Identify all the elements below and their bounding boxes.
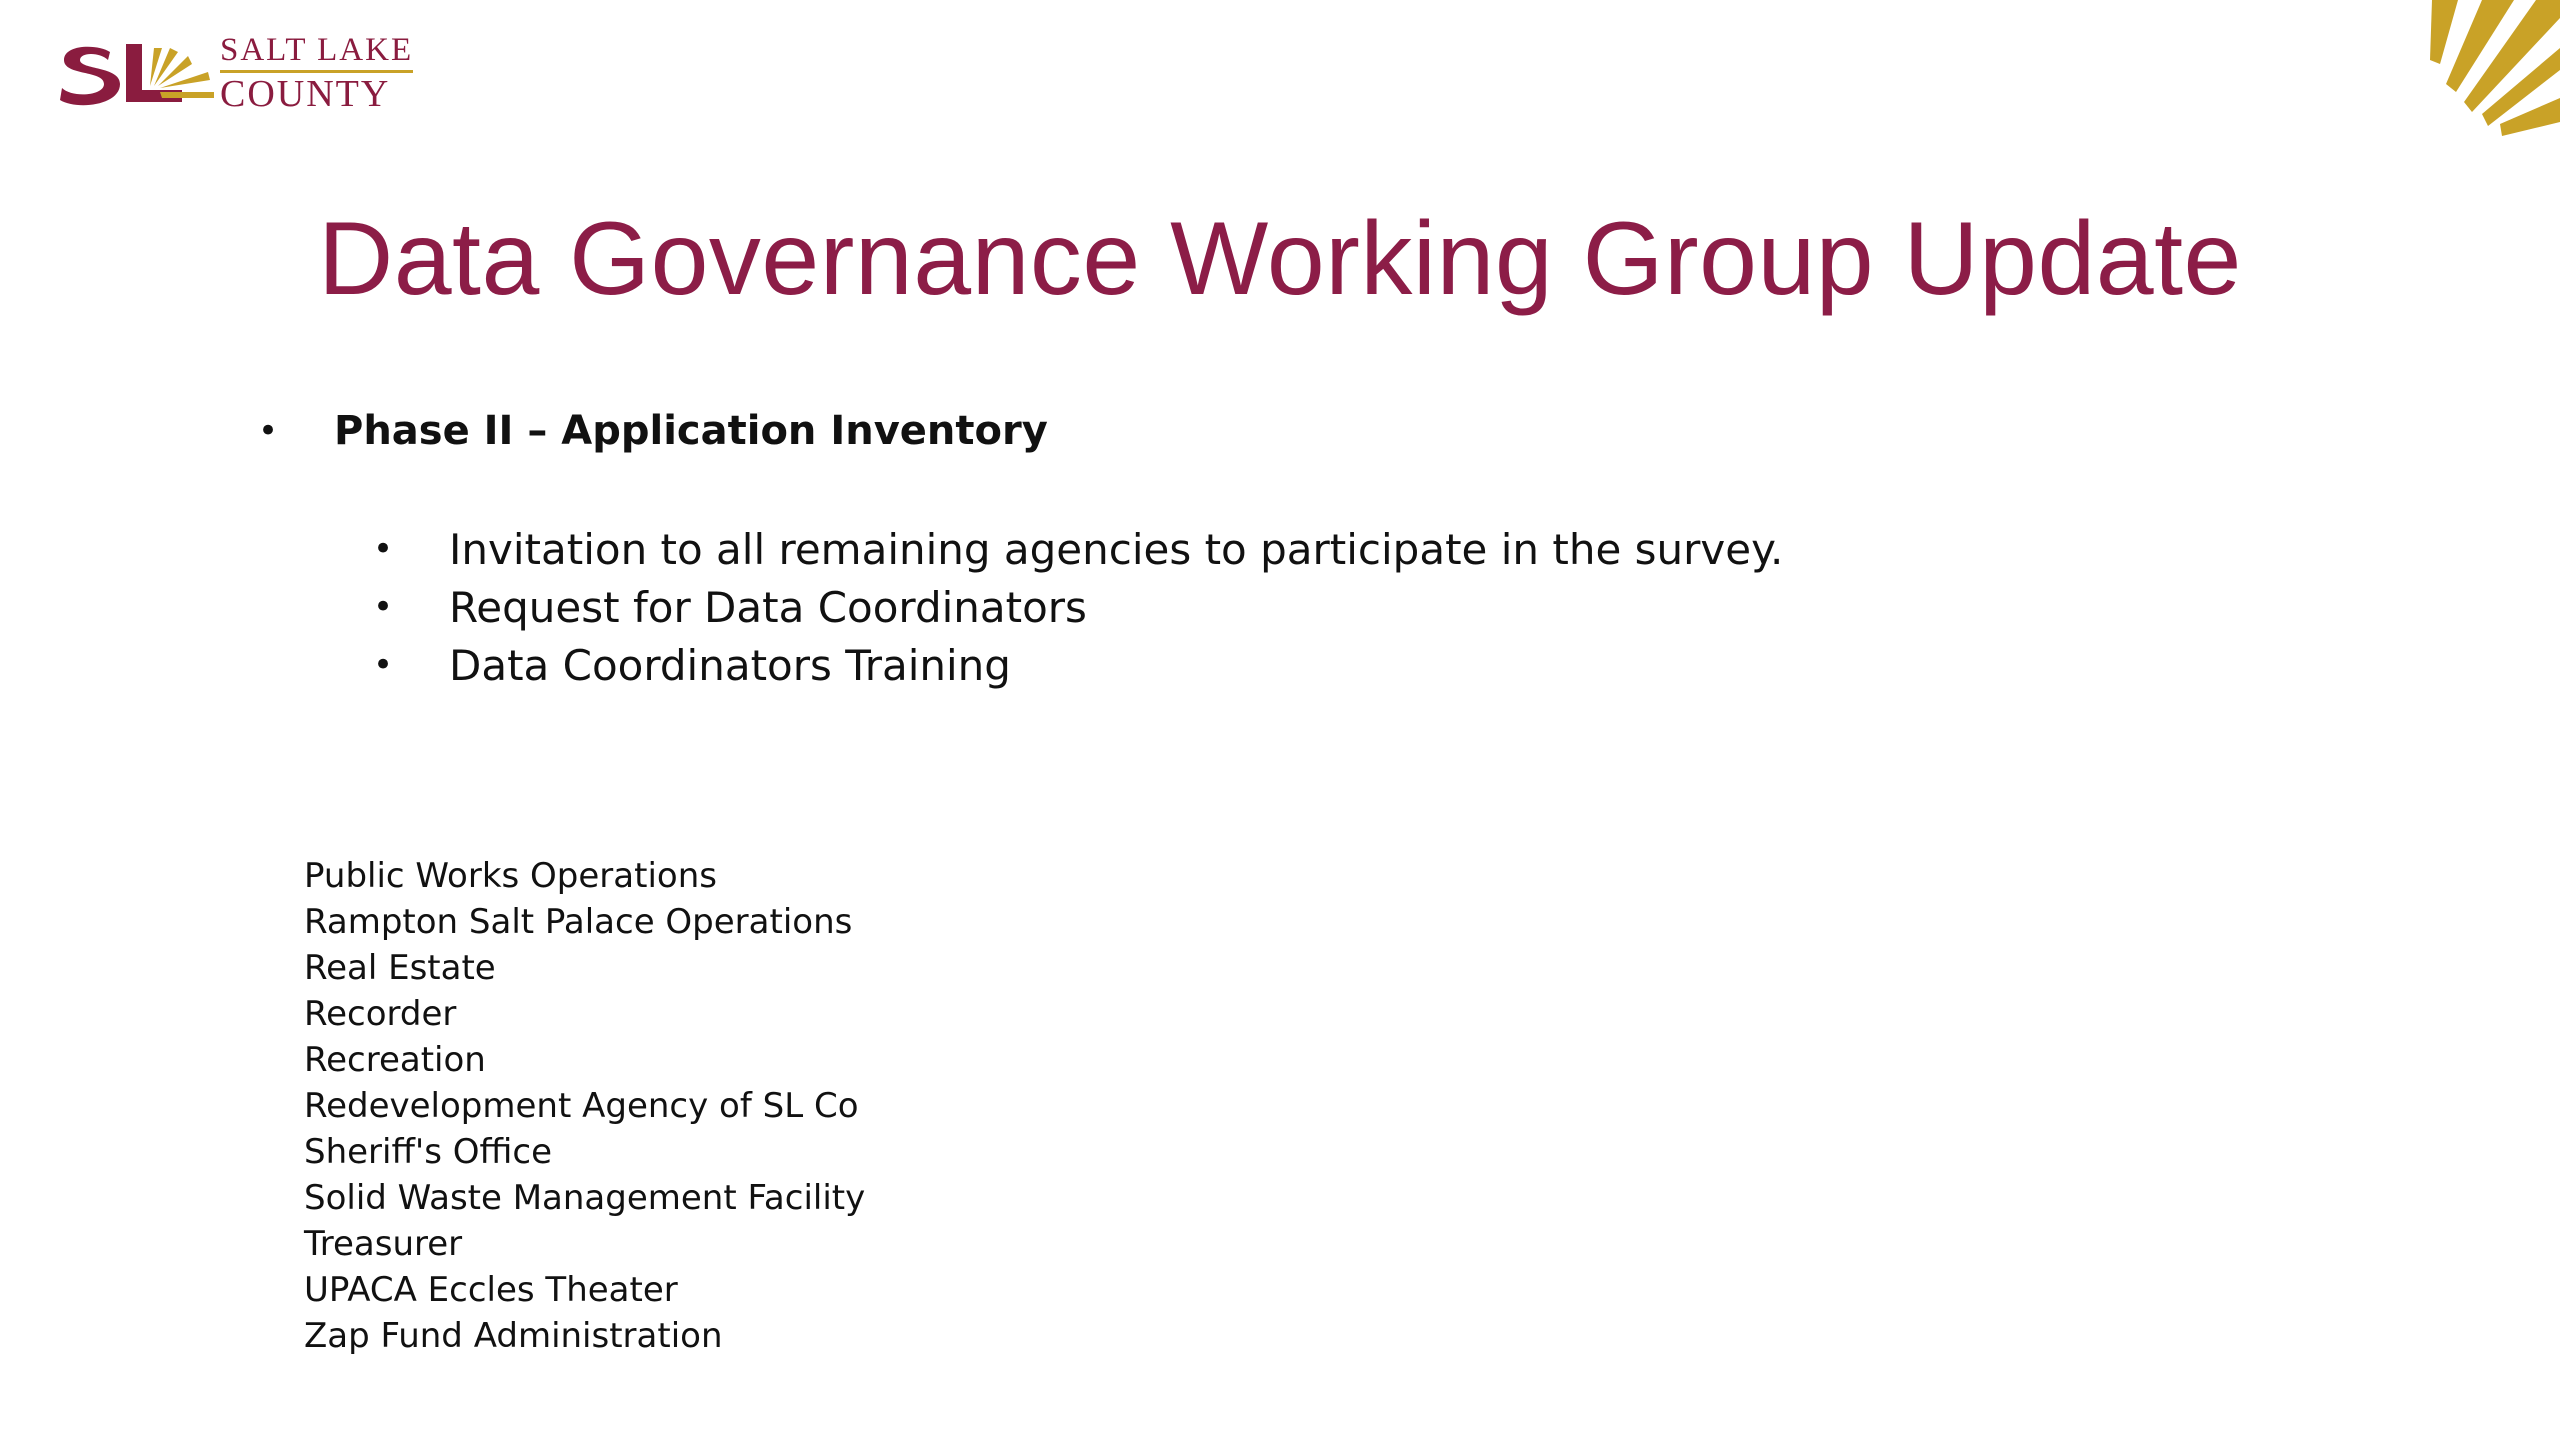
- logo-text-line2: COUNTY: [220, 72, 391, 115]
- agency-item: Treasurer: [304, 1224, 463, 1264]
- agency-item: Recorder: [304, 994, 457, 1034]
- agency-list: [304, 853, 865, 1359]
- bullet-dot-icon: •: [373, 645, 394, 685]
- bullet-dot-icon: •: [373, 529, 394, 569]
- main-bullet: [258, 408, 1048, 454]
- agency-item: Solid Waste Management Facility: [304, 1178, 866, 1218]
- sub-bullet-text: Data Coordinators Training: [449, 640, 1011, 690]
- sl-sunburst-logo-icon: [58, 38, 216, 108]
- main-bullet-text: Phase II – Application Inventory: [334, 408, 1048, 454]
- slide-title: Data Governance Working Group Update: [318, 201, 2242, 317]
- corner-sunburst-icon: [2410, 0, 2560, 140]
- sub-bullet: [373, 636, 1783, 694]
- sub-bullet-text: Request for Data Coordinators: [449, 582, 1087, 632]
- bullet-dot-icon: •: [373, 587, 394, 627]
- agency-item: Real Estate: [304, 948, 496, 988]
- logo-wordmark: [220, 31, 414, 115]
- salt-lake-county-logo: [58, 31, 414, 115]
- sub-bullet: [373, 520, 1783, 578]
- bullet-dot-icon: •: [258, 411, 279, 451]
- sub-bullet-text: Invitation to all remaining agencies to participate in the survey.: [449, 524, 1784, 574]
- agency-item: Rampton Salt Palace Operations: [304, 902, 853, 942]
- sub-bullet-list: [373, 520, 1783, 694]
- logo-text-line1: SALT LAKE: [220, 34, 413, 73]
- agency-item: Zap Fund Administration: [304, 1316, 723, 1356]
- sub-bullet: [373, 578, 1783, 636]
- agency-item: UPACA Eccles Theater: [304, 1270, 678, 1310]
- agency-item: Sheriff's Office: [304, 1132, 553, 1172]
- agency-item: Public Works Operations: [304, 856, 717, 896]
- agency-item: Redevelopment Agency of SL Co: [304, 1086, 859, 1126]
- agency-item: Recreation: [304, 1040, 486, 1080]
